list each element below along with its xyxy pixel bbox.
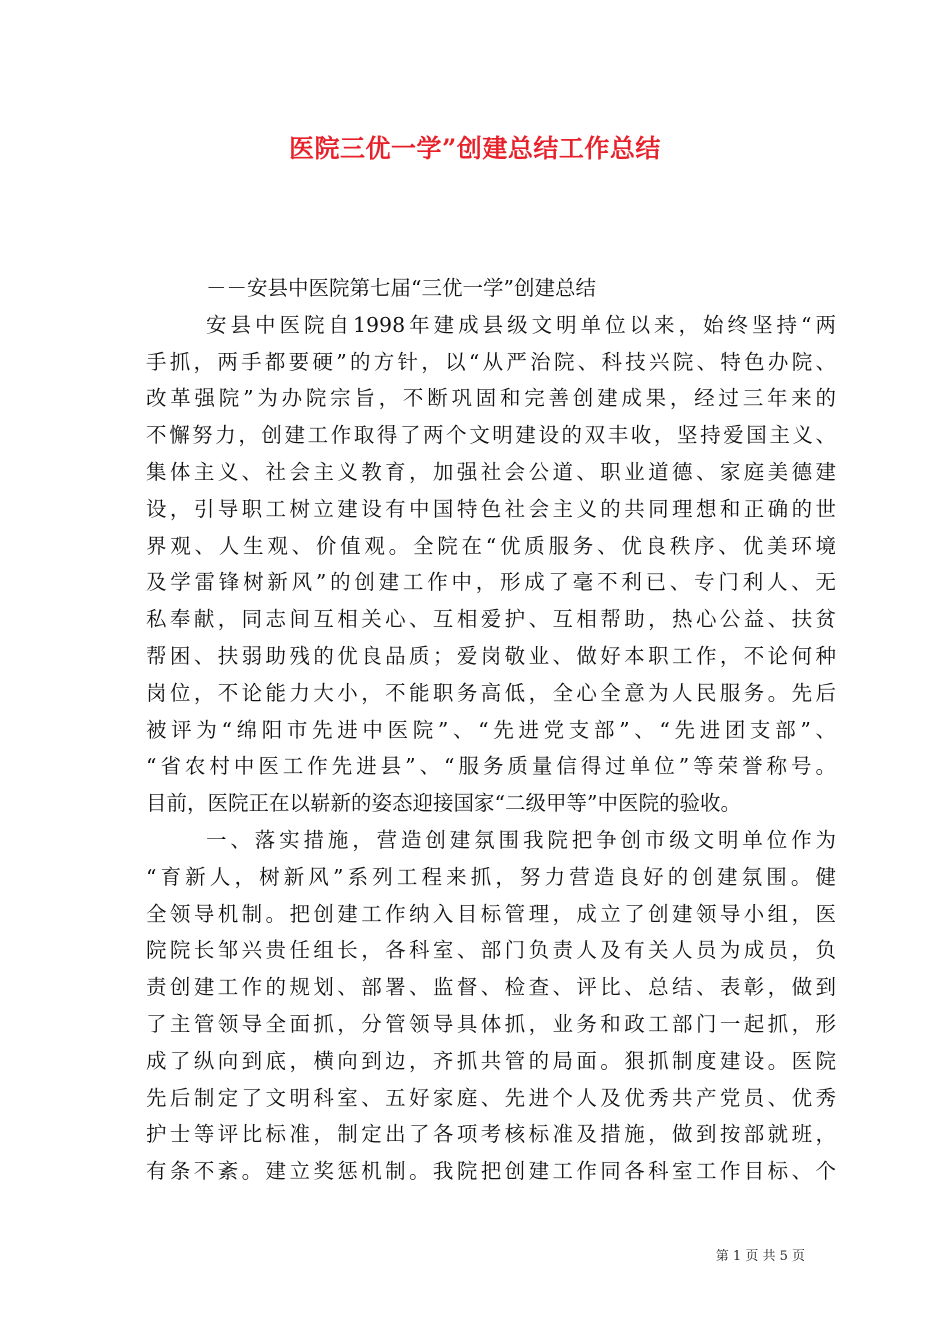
text-line: “省农村中医工作先进县”、“服务质量信得过单位”等荣誉称号。 [146,754,836,779]
text-line: －－安县中医院第七届“三优一学”创建总结 [206,276,596,300]
text-line: 一、落实措施，营造创建氛围我院把争创市级文明单位作为 [206,827,836,852]
text-line: 院院长邹兴贵任组长，各科室、部门负责人及有关人员为成员，负 [146,938,836,963]
text-line: 设，引导职工树立建设有中国特色社会主义的共同理想和正确的世 [146,496,836,521]
text-line: 改革强院”为办院宗旨，不断巩固和完善创建成果，经过三年来的 [146,386,836,411]
text-line: 不懈努力，创建工作取得了两个文明建设的双丰收，坚持爱国主义、 [146,423,836,448]
text-line: 集体主义、社会主义教育，加强社会公道、职业道德、家庭美德建 [146,459,836,484]
text-line: 护士等评比标准，制定出了各项考核标准及措施，做到按部就班， [146,1122,836,1147]
page-number-footer: 第 1 页 共 5 页 [715,1249,805,1264]
text-line: 岗位，不论能力大小，不能职务高低，全心全意为人民服务。先后 [146,680,836,705]
text-line: 私奉献，同志间互相关心、互相爱护、互相帮助，热心公益、扶贫 [146,607,836,632]
text-line: 成了纵向到底，横向到边，齐抓共管的局面。狠抓制度建设。医院 [146,1048,836,1073]
text-line: 目前，医院正在以崭新的姿态迎接国家“二级甲等”中医院的验收。 [146,791,741,816]
text-line: 安县中医院自1998年建成县级文明单位以来，始终坚持“两 [206,312,836,337]
text-line: 责创建工作的规划、部署、监督、检查、评比、总结、表彰，做到 [146,975,836,1000]
page-title: 医院三优一学”创建总结工作总结 [289,134,661,163]
text-line: 有条不紊。建立奖惩机制。我院把创建工作同各科室工作目标、个 [146,1159,836,1184]
text-line: 先后制定了文明科室、五好家庭、先进个人及优秀共产党员、优秀 [146,1085,836,1110]
text-line: 全领导机制。把创建工作纳入目标管理，成立了创建领导小组，医 [146,901,836,926]
text-line: 手抓，两手都要硬”的方针，以“从严治院、科技兴院、特色办院、 [146,349,836,374]
text-line: “育新人，树新风”系列工程来抓，努力营造良好的创建氛围。健 [146,864,836,889]
text-line: 帮困、扶弱助残的优良品质；爱岗敬业、做好本职工作，不论何种 [146,643,836,668]
text-line: 及学雷锋树新风”的创建工作中，形成了毫不利已、专门利人、无 [146,570,836,595]
text-line: 界观、人生观、价值观。全院在“优质服务、优良秩序、优美环境 [146,533,836,558]
document-body [146,270,836,1190]
text-line: 了主管领导全面抓，分管领导具体抓，业务和政工部门一起抓，形 [146,1011,836,1036]
text-line: 被评为“绵阳市先进中医院”、“先进党支部”、“先进团支部”、 [146,717,836,742]
